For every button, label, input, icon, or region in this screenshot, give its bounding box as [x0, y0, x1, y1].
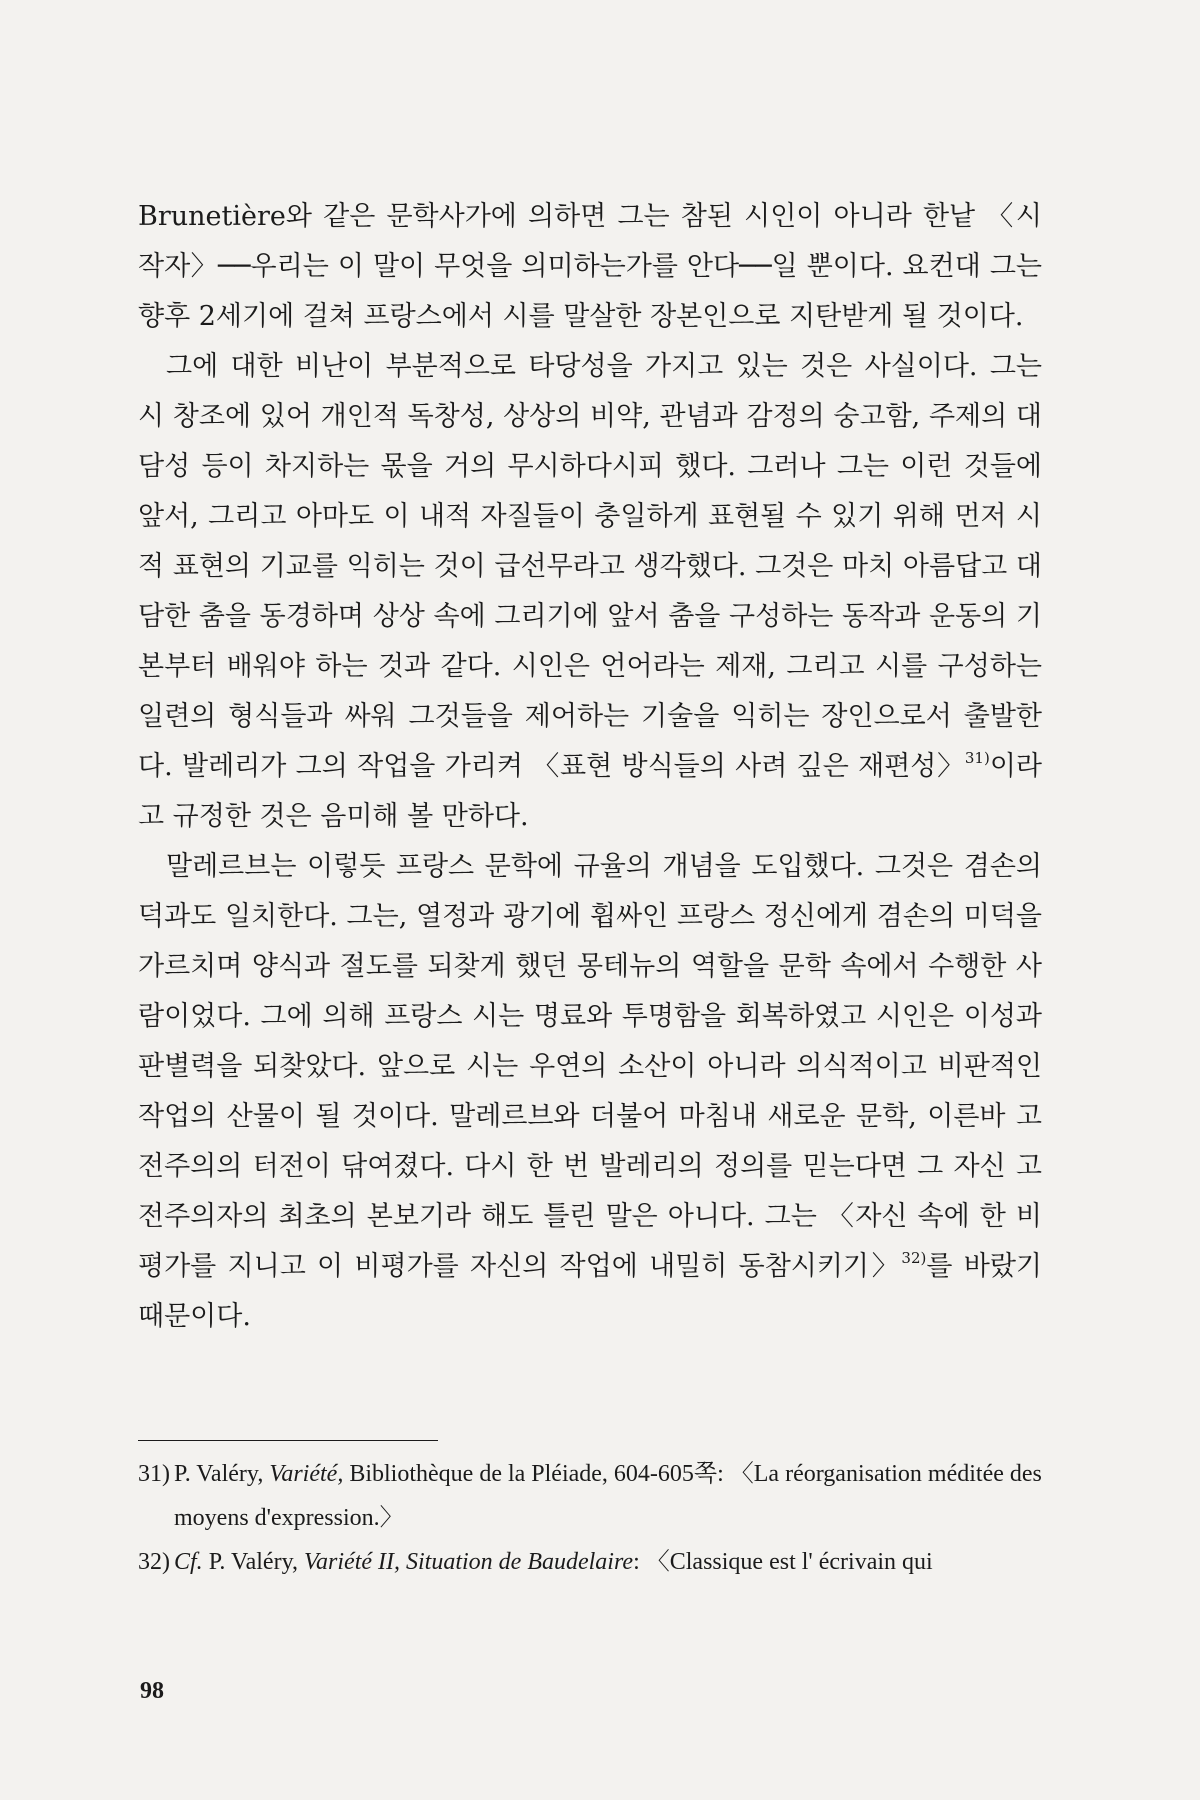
paragraph-2-text: 그에 대한 비난이 부분적으로 타당성을 가지고 있는 것은 사실이다. 그는 시 창조에 있어 개인적 독창성, 상상의 비약, 관념과 감정의 숭고함, 주제의 대담성 등이 차지하는 몫을 거의 무시하다시피 했다. 그러나 그는 이런 것들에 앞서, 그리고 아마도 이 내적 자질들이 충일하게 표현될 수 있기 위해 먼저 시적 표현의 기교를 익히는 것이 급선무라고 생각했다. 그것은 마치 아름답고 대담한 춤을 동경하며 상상 속에 그리기에 앞서 춤을 구성하는 동작과 운동의 기본부터 배워야 하는 것과 같다. 시인은 언어라는 제재, 그리고 시를 구성하는 일련의 형식들과 싸워 그것들을 제어하는 기술을 익히는 장인으로서 출발한다. 발레리가 그의 작업을 가리켜 〈표현 방식들의 사려 깊은 재편성〉	[138, 351, 1042, 782]
paragraph-1	[138, 192, 1042, 342]
main-text	[138, 192, 1042, 1342]
page-number: 98	[140, 1678, 164, 1704]
footnote-text: P. Valéry,	[174, 1461, 270, 1487]
paragraph-3	[138, 842, 1042, 1342]
paragraph-2	[138, 342, 1042, 842]
footnote-ref-32: 32)	[901, 1249, 927, 1267]
footnote-title: Variété II, Situation de Baudelaire	[304, 1549, 634, 1575]
footnote-text: P. Valéry,	[202, 1549, 305, 1575]
footnotes	[138, 1452, 1042, 1584]
footnote-text: : 〈Classique est l' écrivain qui	[633, 1549, 933, 1575]
footnote-31	[138, 1452, 1042, 1540]
footnote-text: Bibliothèque de la Pléiade, 604-605쪽: 〈La réorganisation méditée des moyens d'expression.〉	[174, 1461, 1042, 1531]
footnote-abbrev: Cf.	[174, 1549, 203, 1575]
footnote-ref-31: 31)	[964, 749, 990, 767]
paragraph-2-text-end: 이라고 규정한 것은 음미해 볼 만하다.	[138, 751, 1042, 832]
footnote-divider	[138, 1440, 438, 1441]
footnote-number: 31)	[138, 1461, 170, 1487]
paragraph-3-text-end: 를 바랐기 때문이다.	[138, 1251, 1042, 1332]
footnote-title: Variété,	[269, 1461, 344, 1487]
paragraph-3-text: 말레르브는 이렇듯 프랑스 문학에 규율의 개념을 도입했다. 그것은 겸손의 덕과도 일치한다. 그는, 열정과 광기에 휩싸인 프랑스 정신에게 겸손의 미덕을 가르치며 양식과 절도를 되찾게 했던 몽테뉴의 역할을 문학 속에서 수행한 사람이었다. 그에 의해 프랑스 시는 명료와 투명함을 회복하였고 시인은 이성과 판별력을 되찾았다. 앞으로 시는 우연의 소산이 아니라 의식적이고 비판적인 작업의 산물이 될 것이다. 말레르브와 더불어 마침내 새로운 문학, 이른바 고전주의의 터전이 닦여졌다. 다시 한 번 발레리의 정의를 믿는다면 그 자신 고전주의자의 최초의 본보기라 해도 틀린 말은 아니다. 그는 〈자신 속에 한 비평가를 지니고 이 비평가를 자신의 작업에 내밀히 동참시키기〉	[138, 851, 1042, 1282]
footnote-32	[138, 1540, 1042, 1584]
paragraph-1-text: Brunetière와 같은 문학사가에 의하면 그는 참된 시인이 아니라 한낱 〈시작자〉──우리는 이 말이 무엇을 의미하는가를 안다──일 뿐이다. 요컨대 그는 향후 2세기에 걸쳐 프랑스에서 시를 말살한 장본인으로 지탄받게 될 것이다.	[138, 201, 1042, 332]
footnote-number: 32)	[138, 1549, 170, 1575]
